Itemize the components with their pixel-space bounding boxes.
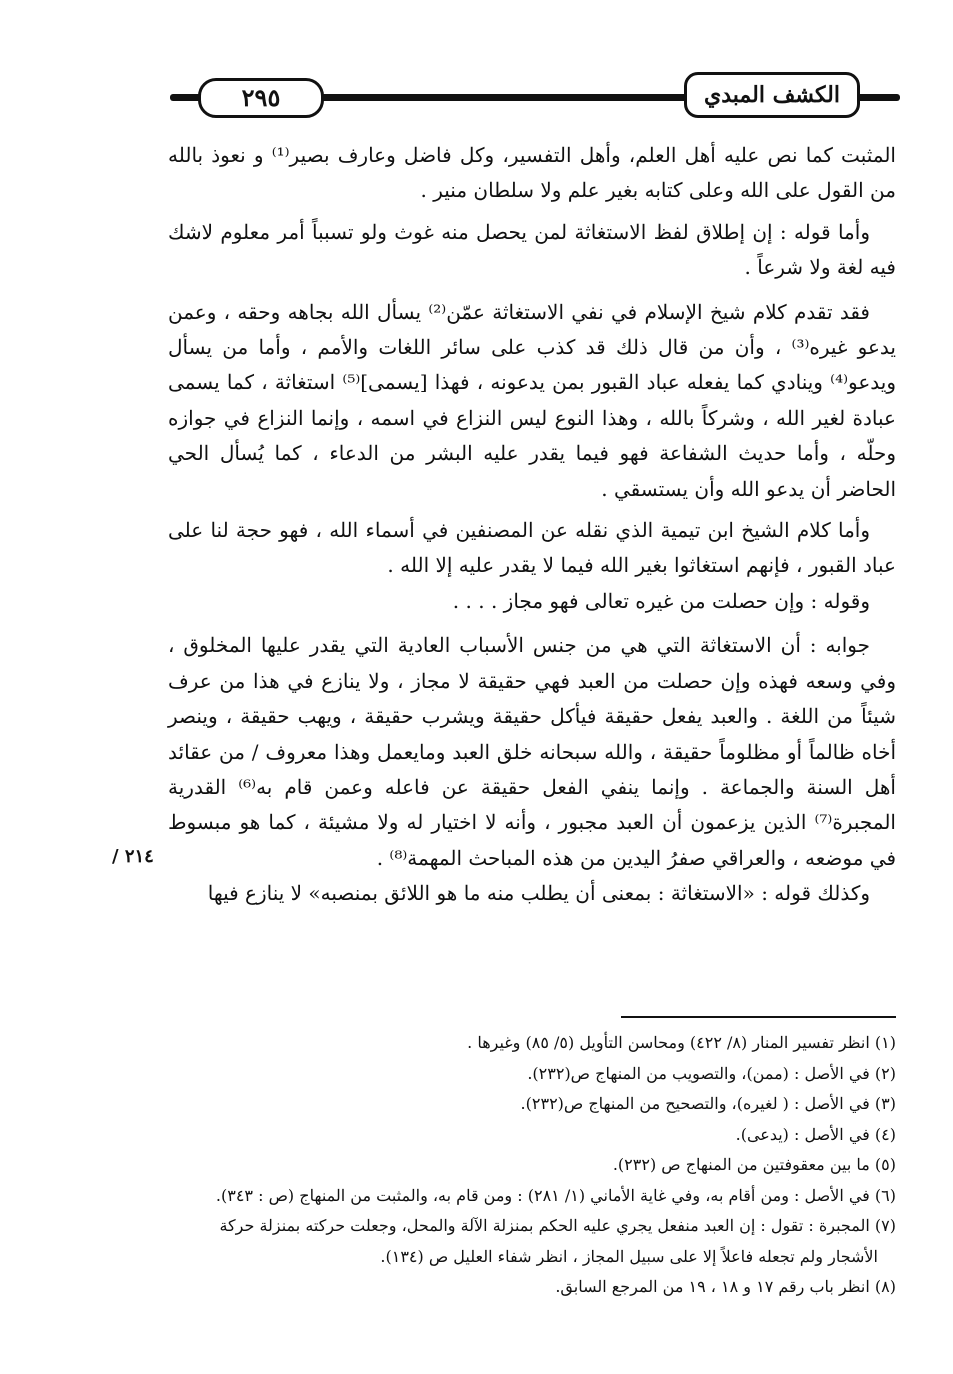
footnotes (178, 1028, 896, 1303)
footnote: (٨) انظر باب رقم ١٧ و ١٨ ، ١٩ من المرجع السابق. (555, 1277, 896, 1296)
paragraph: وكذلك قوله : «الاستغاثة : بمعنى أن يطلب منه ما هو اللائق بمنصبه» لا ينازع فيها (207, 881, 870, 906)
paragraph: المثبت كما نص عليه أهل العلم، وأهل التفسير، وكل فاضل وعارف بصير⁽¹⁾ و نعوذ بالله من القول على الله وعلى كتابه بغير علم ولا سلطان منير . (168, 143, 896, 203)
footnote: (٦) في الأصل : ومن أقام به، وفي غاية الأماني (١/ ٢٨١) : ومن قام به، والمثبت من المنهاج (ص : ٣٤٣). (215, 1185, 896, 1205)
footnote: (١) انظر تفسير المنار (٨/ ٤٢٢) ومحاسن التأويل (٥/ ٨٥) وغيرها . (467, 1033, 896, 1052)
paragraph: فقد تقدم كلام شيخ الإسلام في نفي الاستغاثة عمّن⁽²⁾ يسأل الله بجاهه وحقه ، وعمن يدعو غيره⁽³⁾ ، وأن من قال ذلك قد كذب على سائر اللغات والأمم ، وأما من يسأل ويدعو⁽⁴⁾ وينادي كما يفعله عباد القبور بمن يدعونه ، فهذا [يسمى]⁽⁵⁾ استغاثة ، كما يسمى عبادة لغير الله ، وشركاً بالله ، وهذا النوع ليس النزاع في اسمه ، وإنما النزاع في جوازه وحلّه ، وأما حديث الشفاعة فهو فيما يقدر عليه البشر من الدعاء ، كما يُسأل الحي الحاضر أن يدعو الله وأن يستسقي . (168, 299, 896, 501)
footnote: (٥) ما بين معقوفتين من المنهاج ص (٢٣٢). (612, 1155, 896, 1174)
footnote-divider (621, 1016, 896, 1018)
footnote: (٧) المجبرة : تقول : إن العبد منفعل يجري عليه الحكم بمنزلة الآلة والمحل، وجعلت حركته بمنزلة حركة (219, 1216, 896, 1235)
paragraph: وأما قوله : إن إطلاق لفظ الاستغاثة لمن يحصل منه غوث ولو تسبباً أمر معلوم لاشك فيه لغة ولا شرعاً . (168, 219, 896, 280)
main-text (168, 138, 896, 912)
paragraph: وأما كلام الشيخ ابن تيمية الذي نقله عن المصنفين في أسماء الله ، فهو حجة لنا على عباد القبور ، فإنهم استغاثوا بغير الله فيما لا يقدر عليه إلا الله . (168, 518, 896, 578)
margin-page-ref: ٢١٤ / (112, 846, 154, 867)
book-title: الكشف المبدي (684, 72, 860, 118)
page-header (170, 78, 900, 118)
footnote-continuation: الأشجار ولم تجعله فاعلاً إلا على سبيل المجاز ، انظر شفاء العليل ص (١٣٤). (380, 1246, 878, 1266)
footnote: (٤) في الأصل : (يدعى). (735, 1124, 896, 1144)
paragraph: جوابه : أن الاستغاثة التي هي من جنس الأسباب العادية التي يقدر عليها المخلوق ، وفي وسعه فهذه وإن حصلت من العبد فهي حقيقة لا مجاز ، ولا ينازع في هذا من عرف شيئاً من اللغة . والعبد يفعل حقيقة فيأكل حقيقة ويشرب حقيقة ، ويهب حقيقة ، وينصر أخاه ظالماً أو مظلوماً حقيقة ، والله سبحانه خلق العبد ومايعمل وهذا معروف / من عقائد أهل السنة والجماعة . وإنما ينفي الفعل حقيقة عن فاعله وعمن قام به⁽⁶⁾ القدرية المجبرة⁽⁷⁾ الذين يزعمون أن العبد مجبور ، وأنه لا اختيار له ولا مشيئة ، كما هو مبسوط في موضعه ، والعراقي صفرُ اليدين من هذه المباحث المهمة⁽⁸⁾ . (168, 633, 896, 870)
paragraph: وقوله : وإن حصلت من غيره تعالى فهو مجاز . . . . (452, 588, 870, 613)
footnote: (٢) في الأصل : (ممن)، والتصويب من المنهاج ص(٢٣٢). (527, 1063, 896, 1083)
page-number: ٢٩٥ (198, 78, 324, 118)
footnote: (٣) في الأصل : ( لغيره)، والتصحيح من المنهاج ص(٢٣٢). (520, 1094, 896, 1113)
